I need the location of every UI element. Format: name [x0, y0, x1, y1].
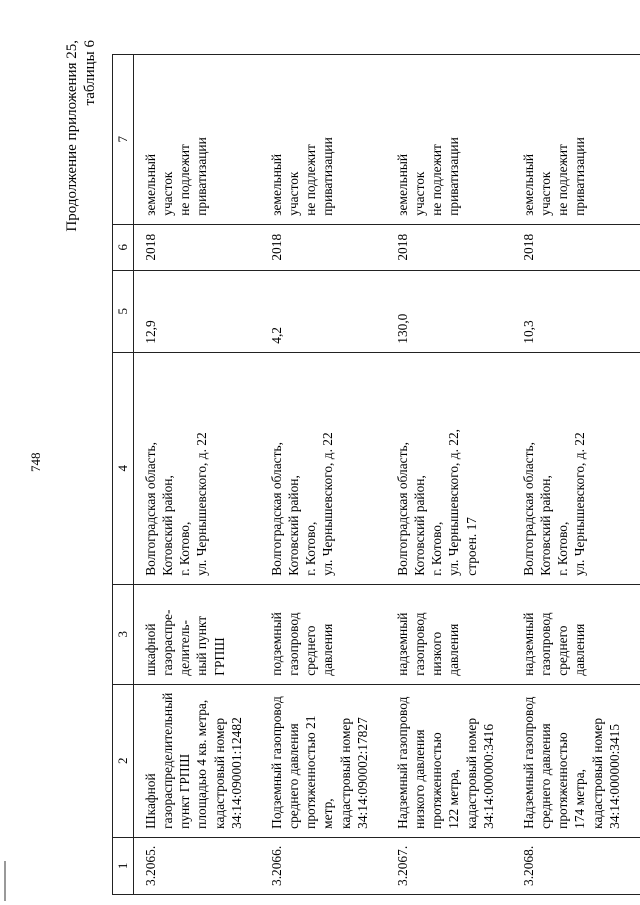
object-type: шкафной газораспре- делитель- ный пункт ГРПШ	[134, 584, 261, 684]
column-header: 4	[113, 352, 134, 584]
object-note: земельный участок не подлежит приватизации	[134, 54, 261, 224]
object-note: земельный участок не подлежит приватизации	[386, 54, 512, 224]
column-header: 2	[113, 684, 134, 837]
object-note: земельный участок не подлежит приватизации	[512, 54, 640, 224]
object-year: 2018	[386, 224, 512, 270]
table-row	[512, 54, 640, 894]
continuation-note-line2: таблицы 6	[82, 40, 98, 106]
column-header: 5	[113, 270, 134, 352]
object-year: 2018	[512, 224, 640, 270]
object-note: земельный участок не подлежит приватизации	[260, 54, 386, 224]
row-number: 3.2066.	[260, 837, 386, 894]
object-year: 2018	[134, 224, 261, 270]
object-value: 130,0	[386, 270, 512, 352]
continuation-note-line1: Продолжение приложения 25,	[64, 40, 80, 232]
object-value: 10,3	[512, 270, 640, 352]
row-number: 3.2067.	[386, 837, 512, 894]
object-type: надземный газопровод низкого давления	[386, 584, 512, 684]
object-name: Надземный газопровод низкого давления протяженностью 122 метра, кадастровый номер 34:14:000000:3416	[386, 684, 512, 837]
object-value: 4,2	[260, 270, 386, 352]
object-value: 12,9	[134, 270, 261, 352]
column-header: 7	[113, 54, 134, 224]
object-name: Шкафной газораспределительный пункт ГРПШ площадью 4 кв. метра, кадастровый номер 34:14:090001:12482	[134, 684, 261, 837]
table-header-row	[113, 54, 134, 894]
column-header: 6	[113, 224, 134, 270]
object-address: Волгоградская область, Котовский район, г. Котово, ул. Чернышевского, д. 22	[512, 352, 640, 584]
table-row	[260, 54, 386, 894]
object-address: Волгоградская область, Котовский район, г. Котово, ул. Чернышевского, д. 22	[260, 352, 386, 584]
column-header: 1	[113, 837, 134, 894]
row-number: 3.2068.	[512, 837, 640, 894]
property-table	[112, 54, 640, 895]
object-type: подземный газопровод среднего давления	[260, 584, 386, 684]
column-header: 3	[113, 584, 134, 684]
object-name: Подземный газопровод среднего давления протяженностью 21 метр, кадастровый номер 34:14:090002:17827	[260, 684, 386, 837]
page-number: 748	[28, 452, 43, 472]
object-name: Надземный газопровод среднего давления протяженностью 174 метра, кадастровый номер 34:14:000000:3415	[512, 684, 640, 837]
scan-artifact	[4, 861, 20, 901]
row-number: 3.2065.	[134, 837, 261, 894]
object-type: надземный газопровод среднего давления	[512, 584, 640, 684]
table-row	[134, 54, 261, 894]
object-address: Волгоградская область, Котовский район, г. Котово, ул. Чернышевского, д. 22, строен. 17	[386, 352, 512, 584]
object-year: 2018	[260, 224, 386, 270]
object-address: Волгоградская область, Котовский район, г. Котово, ул. Чернышевского, д. 22	[134, 352, 261, 584]
table-row	[386, 54, 512, 894]
